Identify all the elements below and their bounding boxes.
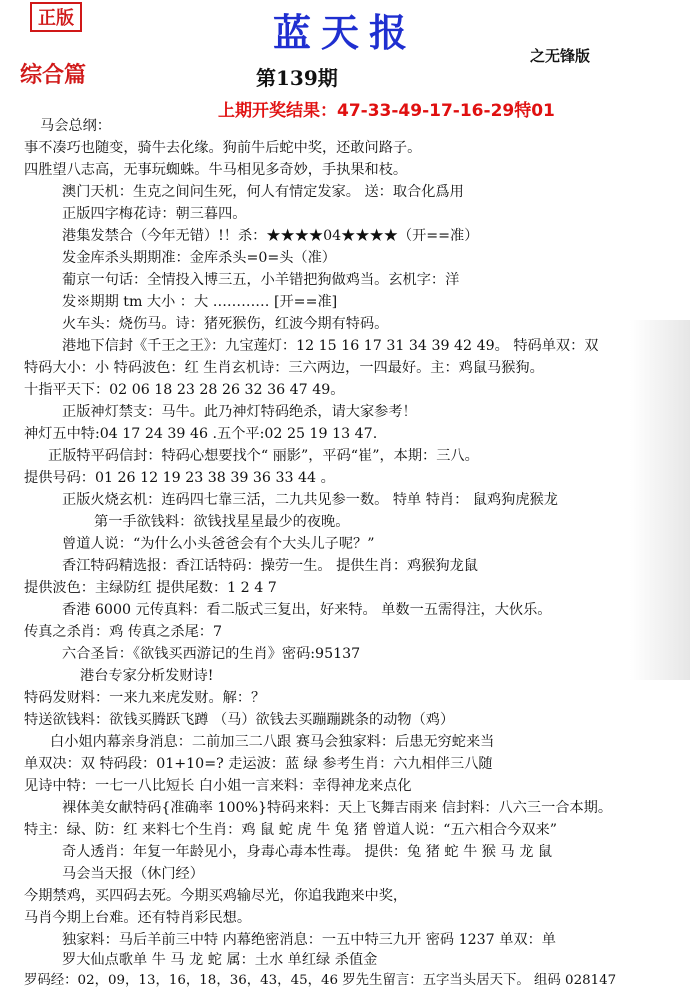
body-line: 特主：绿、防：红 来料七个生肖：鸡 鼠 蛇 虎 牛 兔 猪 曾道人说：“五六相合今双来”: [24, 822, 557, 838]
body-line: 奇人透肖：年复一年龄见小，身毒心毒本性毒。 提供：兔 猪 蛇 牛 猴 马 龙 鼠: [62, 844, 553, 860]
body-line: 提供波色：主绿防红 提供尾数：1 2 4 7: [24, 580, 277, 596]
body-line: 今期禁鸡，买四码去死。今期买鸡输尽光，你追我跑来中奖，: [24, 888, 408, 904]
body-line: 提供号码：01 26 12 19 23 38 39 36 33 44 。: [24, 470, 335, 486]
body-line: 发※期期 tm 大小 ：大 ………… [开==准]: [62, 294, 338, 310]
body-line: 马肖今期上台难。还有特肖彩民想。: [24, 910, 252, 926]
body-line: 见诗中特：一七一八比短长 白小姐一言来料：幸得神龙来点化: [24, 778, 412, 794]
body-line: 葡京一句话：全情投入博三五，小羊错把狗做鸡当。玄机字：洋: [62, 272, 460, 288]
body-line: 马会当天报（休门经）: [62, 866, 204, 882]
body-line: 单双决：双 特码段：01+10=? 走运波：蓝 绿 参考生肖：六九相伴三八随: [24, 756, 493, 772]
body-line: 十指平天下：02 06 18 23 28 26 32 36 47 49。: [24, 382, 345, 398]
body-line: 港台专家分析发财诗!: [80, 668, 214, 684]
body-line: 发金库杀头期期准：金库杀头=0=头（准）: [62, 250, 336, 266]
body-line: 火车头：烧伤马。诗：猪死猴伤，红波今期有特码。: [62, 316, 389, 332]
page-edge-shadow: [630, 320, 690, 680]
body-line: 事不凑巧也随变，骑牛去化缘。狗前牛后蛇中奖，还敢问路子。: [24, 140, 422, 156]
body-line: 特码大小：小 特码波色：红 生肖玄机诗：三六两边，一四最好。主：鸡鼠马猴狗。: [24, 360, 544, 376]
body-line: 港集发禁合（今年无错）!！杀：★★★★04★★★★（开==准）: [62, 228, 479, 244]
body-line: 特码发财料：一来九来虎发财。解：？: [24, 690, 266, 706]
section-title: 综合篇: [20, 62, 87, 88]
issue-number: 第139期: [256, 66, 338, 90]
body-line: 曾道人说：“为什么小头爸爸会有个大头儿子呢？”: [62, 536, 375, 552]
body-line: 第一手欲钱料：欲钱找星星最少的夜晚。: [94, 514, 350, 530]
body-line: 马会总纲：: [40, 118, 111, 134]
body-line: 六合圣旨：《欲钱买西游记的生肖》密码:95137: [62, 646, 361, 662]
body-line: 传真之杀肖：鸡 传真之杀尾：7: [24, 624, 222, 640]
last-draw-result: 上期开奖结果：47-33-49-17-16-29特01: [218, 101, 555, 121]
body-line: 澳门天机：生克之间问生死，何人有情定发家。 送：取合化爲用: [62, 184, 464, 200]
body-line: 正版火烧玄机：连码四七靠三活，二九共见参一数。 特单 特肖： 鼠鸡狗虎猴龙: [62, 492, 558, 508]
body-line: 正版神灯禁支：马牛。此乃神灯特码绝杀，请大家参考！: [62, 404, 417, 420]
body-line: 白小姐内幕亲身消息：二前加三二八跟 赛马会独家料：后患无穷蛇来当: [50, 734, 495, 750]
body-line: 裸体美女献特码{准确率 100%}特码来料：天上飞舞吉雨来 信封料：八六三一合本期。: [62, 800, 613, 816]
genuine-edition-badge: 正版: [30, 2, 82, 32]
body-line: 香港 6000 元传真料：看二版式三复出，好来特。 单数一五需得注，大伙乐。: [62, 602, 552, 618]
body-line: 独家料：马后羊前三中特 内幕绝密消息：一五中特三九开 密码 1237 单双：单: [62, 932, 556, 948]
masthead-title: 蓝天报: [272, 10, 417, 55]
body-line: 正版四字梅花诗：朝三暮四。: [62, 206, 247, 222]
edition-label: 之无锋版: [530, 47, 591, 65]
body-line: 特送欲钱料：欲钱买腾跃飞蹲 （马）欲钱去买蹦蹦跳条的动物（鸡）: [24, 712, 455, 728]
body-line: 正版特平码信封：特码心想要找个“ 丽影”，平码“崔”，本期：三八。: [48, 448, 479, 464]
body-line: 四胜望八志高，无事玩蜘蛛。牛马相见多奇妙，手执果和枝。: [24, 162, 408, 178]
body-line: 神灯五中特:04 17 24 39 46 .五个平:02 25 19 13 47.: [24, 426, 378, 442]
body-line: 罗大仙点歌单 牛 马 龙 蛇 属：土水 单红绿 杀值金: [62, 952, 378, 968]
body-line: 香江特码精选报：香江话特码：操劳一生。 提供生肖：鸡猴狗龙鼠: [62, 558, 478, 574]
body-line: 罗码经：02，09，13，16，18，36，43，45，46 罗先生留言：五字当头居天下。 组码 028147: [24, 973, 617, 988]
body-line: 港地下信封《千王之王》：九宝莲灯：12 15 16 17 31 34 39 42 49。 特码单双：双: [62, 338, 599, 354]
